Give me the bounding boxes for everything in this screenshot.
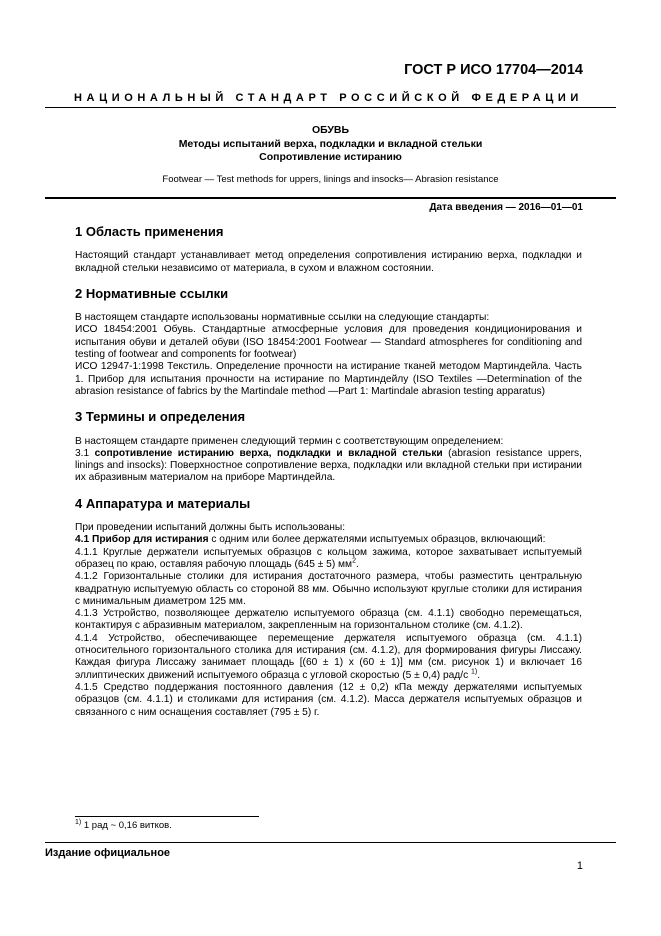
section-3-heading: 3 Термины и определения [75,409,246,425]
footer-rule [45,842,616,843]
section-2-heading: 2 Нормативные ссылки [75,285,229,301]
footnote-mark: 1) [75,818,82,826]
introduction-date: Дата введения — 2016—01—01 [429,202,583,213]
section-4-intro: При проведении испытаний должны быть использованы: [75,522,346,534]
standard-number: ГОСТ Р ИСО 17704—2014 [404,62,583,78]
national-standard-title: НАЦИОНАЛЬНЫЙ СТАНДАРТ РОССИЙСКОЙ ФЕДЕРАЦИИ [74,92,583,104]
footnote [75,820,172,831]
section-4-heading: 4 Аппаратура и материалы [75,495,251,511]
doc-title-line3: Сопротивление истиранию [259,151,402,163]
term-name: сопротивление истиранию верха, подкладки и вкладной стельки [94,447,443,459]
footnote-rule [75,816,259,817]
official-edition-label: Издание официальное [45,847,171,859]
item-4-1-1-superscript: 2 [352,557,356,565]
section-1-heading: 1 Область применения [75,224,224,239]
section-4-1-5: 4.1.5 Средство поддержания постоянного давления (12 ± 0,2) кПа между держателями испытуемых образцов (см. 4.1.1) и столиками для истирания (см. 4.1.2). Масса держателя испытуемых образцов и связанного с ним оснащения составляет (795 ± 5) г. [75,681,582,718]
section-4-1 [75,534,582,546]
item-4-1-text: с одним или более держателями испытуемых образцов, включающий: [211,534,546,546]
doc-title-line1: ОБУВЬ [311,124,350,136]
header-rule [45,107,616,108]
section-4-1-4: 4.1.4 Устройство, обеспечивающее перемещение держателя испытуемого образца (см. 4.1.1) относительного горизонтального столика для истирания (см. 4.1.2), для формирования фигуры Лиссажу. Каждая фигура Лиссажу занимает площадь [(60 ± 1) х (60 ± 1)] мм (см. рисунок 1) и включает 16 эллиптических движений испытуемого образца с угловой скоростью (5 ± 0,4) рад/с $^{1)}$. [75,632,582,681]
section-3-term-definition [75,448,582,485]
section-3-intro: В настоящем стандарте применен следующий термин с соответствующим определением: [75,435,504,447]
section-4-1-2: 4.1.2 Горизонтальные столики для истирания достаточного размера, чтобы разместить центральную квадратную испытуемую область со стороной 88 мм. Обычно используют круглые столики для истирания с минимальным диаметром 125 мм. [75,571,582,607]
section-2-intro: В настоящем стандарте использованы нормативные ссылки на следующие стандарты: [75,312,490,324]
main-content [75,226,582,719]
section-4-1-3: 4.1.3 Устройство, позволяющее держателю испытуемого образца (см. 4.1.1) свободно перемещаться, контактируя с абразивным материалом, закрепленным на горизонтальном столике (см. 4.1.2). [75,608,582,632]
item-4-1-4-footnote-ref: 1) [471,668,478,676]
item-4-1-term: 4.1 Прибор для истирания [75,534,209,546]
term-number: 3.1 [75,447,90,459]
section-1-paragraph: Настоящий стандарт устанавливает метод определения сопротивления истиранию верха, подкладки и вкладной стельки независимо от материала, в сухом и влажном состоянии. [75,250,582,274]
doc-title-line2: Методы испытаний верха, подкладки и вкладной стельки [178,138,483,150]
section-4-1-1: 4.1.1 Круглые держатели испытуемых образцов с кольцом зажима, которое захватывает испытуемый образец по краю, оставляя рабочую площадь (645 ± 5) $мм^2$. [75,546,582,570]
section-2-ref-iso12947: ИСО 12947-1:1998 Текстиль. Определение прочности на истирание тканей методом Мартиндейла. Часть 1. Прибор для испытания прочности на истирание по Мартиндейлу (ISO Textiles —Determination of the abrasion resistance of fabrics by the Martindale method —Part 1: Martindale abrasion testing apparatus) [75,361,582,397]
page-number: 1 [576,860,583,872]
item-4-1-1-text: 4.1.1 Круглые держатели испытуемых образцов с кольцом зажима, которое захватывает испытуемый образец по краю, оставляя рабочую площадь (645 ± 5) мм [75,546,582,570]
footnote-text: 1 рад ~ 0,16 витков. [83,820,172,831]
section-2-ref-iso18454: ИСО 18454:2001 Обувь. Стандартные атмосферные условия для проведения кондиционирования и испытания обуви и деталей обуви (ISO 18454:2001 Footwear — Standard atmospheres for conditioning and testing of footwear and components for footwear) [75,324,582,361]
term-definition: (abrasion resistance uppers, linings and insocks): Поверхностное сопротивление верха, подкладки или вкладной стельки при истирании их абразивным материалом на приборе Мартиндейла. [75,447,582,484]
title-rule [45,197,616,199]
item-4-1-4-text: 4.1.4 Устройство, обеспечивающее перемещение держателя испытуемого образца (см. 4.1.1) относительного горизонтального столика для истирания (см. 4.1.2), для формирования фигуры Лиссажу. Каждая фигура Лиссажу занимает площадь [(60 ± 1) х (60 ± 1)] мм (см. рисунок 1) и включает 16 эллиптических движений испытуемого образца с угловой скоростью (5 ± 0,4) рад/с [75,632,582,681]
english-title: Footwear — Test methods for uppers, linings and insocks— Abrasion resistance [162,174,499,185]
